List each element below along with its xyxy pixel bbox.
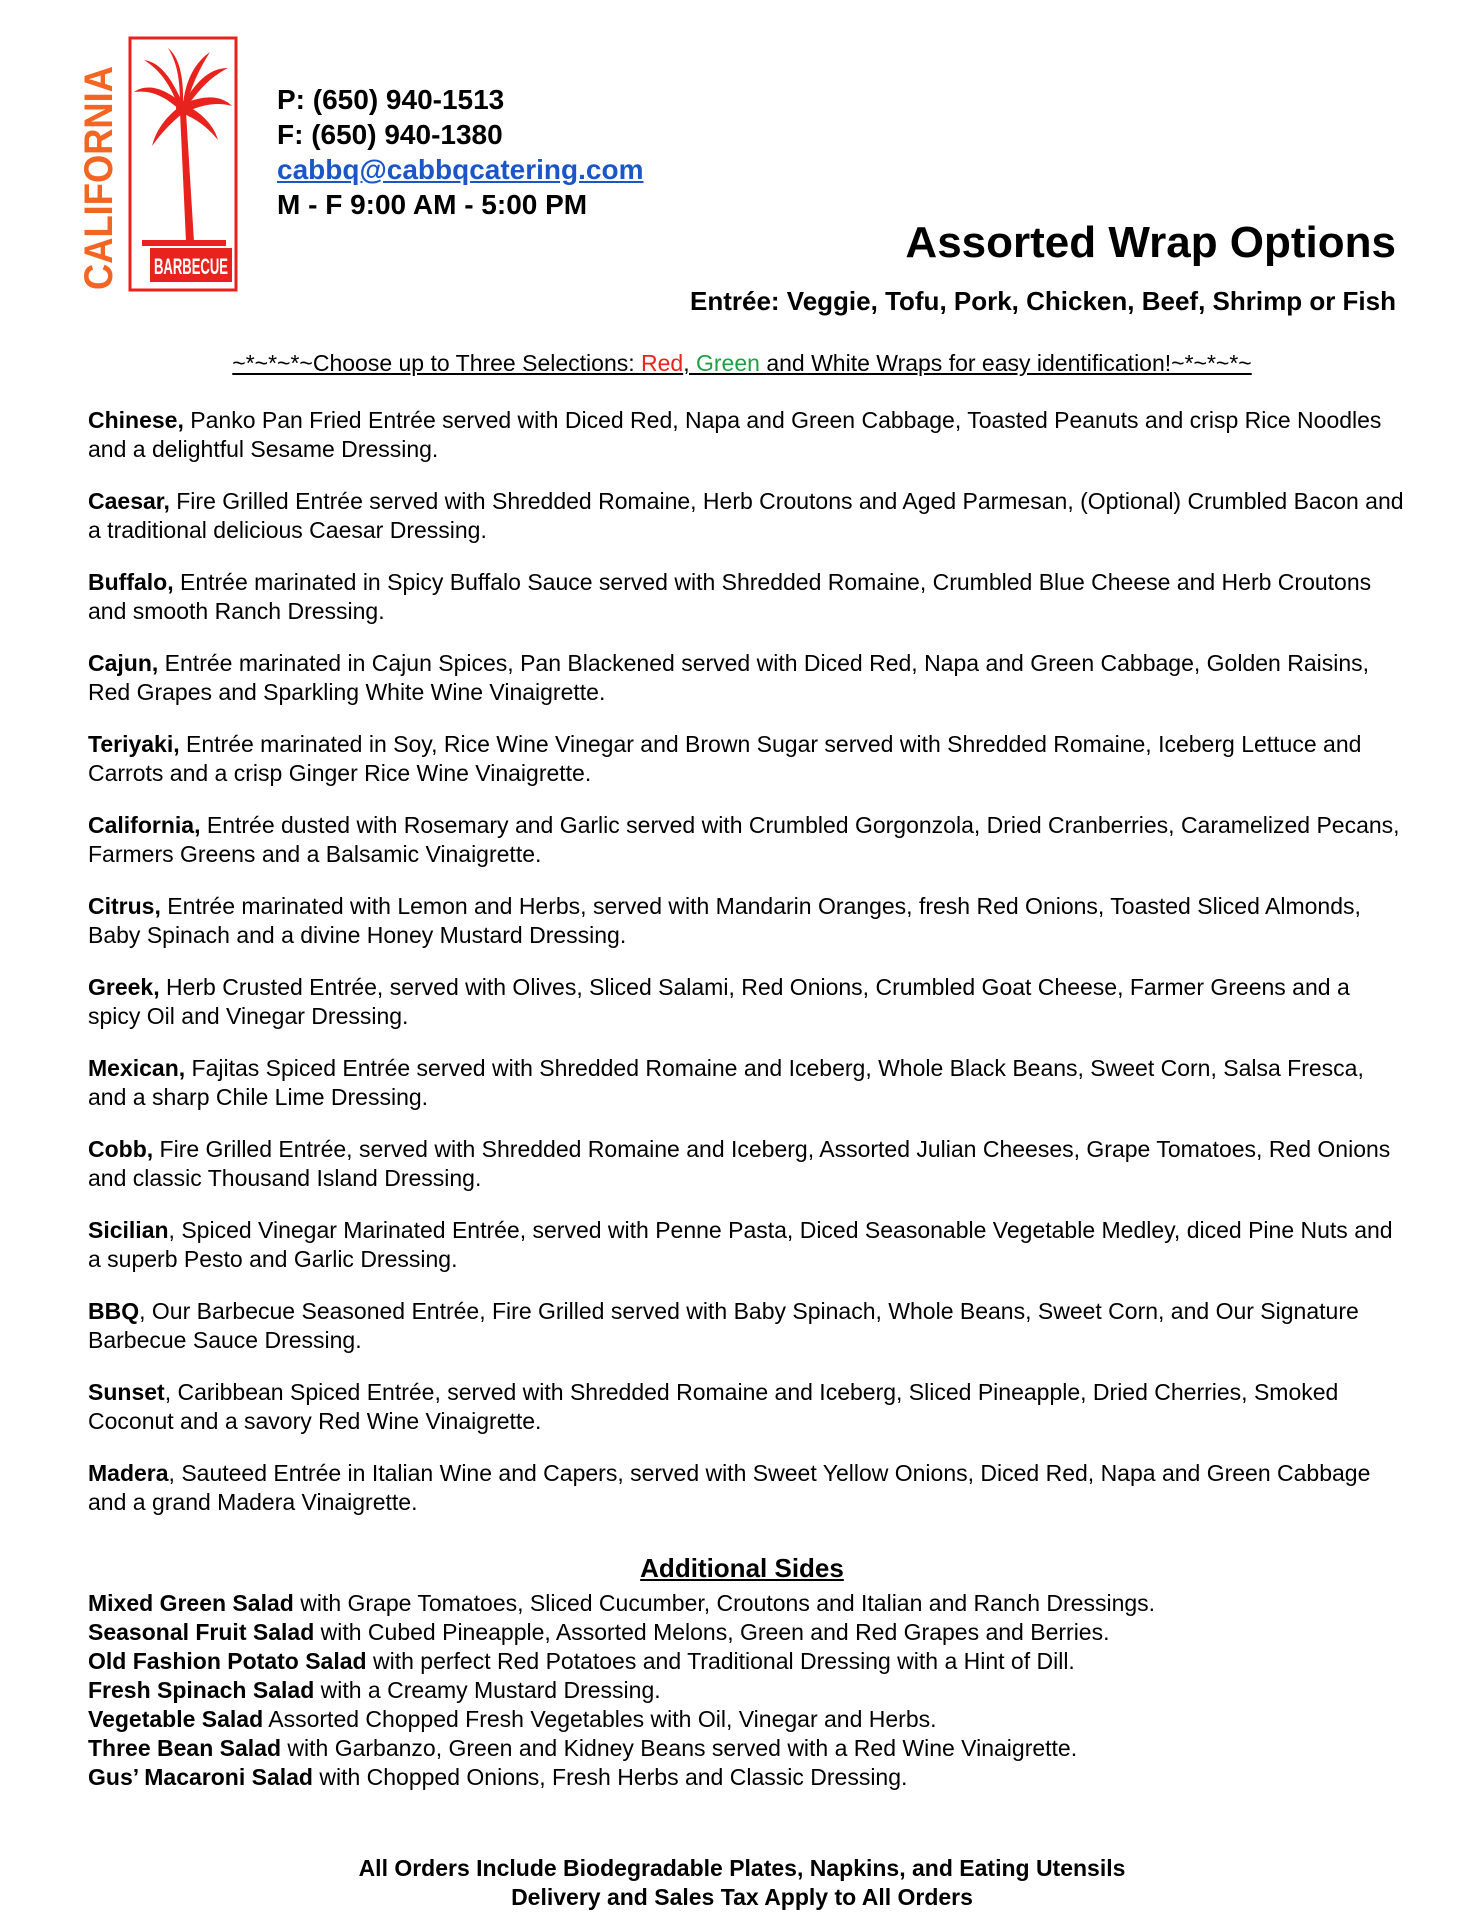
page-title: Assorted Wrap Options (905, 218, 1396, 267)
side-desc: Assorted Chopped Fresh Vegetables with Oil, Vinegar and Herbs. (263, 1706, 937, 1732)
wrap-options-list (88, 406, 1408, 1540)
item-name: Sicilian (88, 1217, 169, 1243)
item-name: California, (88, 812, 201, 838)
side-desc: with perfect Red Potatoes and Traditional Dressing with a Hint of Dill. (366, 1648, 1075, 1674)
item-name: Citrus, (88, 893, 161, 919)
side-name: Vegetable Salad (88, 1706, 264, 1732)
item-name: Greek, (88, 974, 160, 1000)
item-desc: , Caribbean Spiced Entrée, served with Shredded Romaine and Iceberg, Sliced Pineapple, Dried Cherries, Smoked Coconut and a savory Red Wine Vinaigrette. (88, 1379, 1339, 1434)
item-desc: Entrée marinated in Cajun Spices, Pan Blackened served with Diced Red, Napa and Green Cabbage, Golden Raisins, Red Grapes and Sparkling White Wine Vinaigrette. (88, 650, 1370, 705)
additional-sides-heading: Additional Sides (640, 1553, 844, 1583)
item-name: Cajun, (88, 650, 159, 676)
list-item (88, 1297, 1408, 1355)
fax-number: F: (650) 940-1380 (277, 119, 503, 150)
item-name: Cobb, (88, 1136, 154, 1162)
item-desc: Fire Grilled Entrée, served with Shredded Romaine and Iceberg, Assorted Julian Cheeses, Grape Tomatoes, Red Onions and classic Thousand Island Dressing. (88, 1136, 1391, 1191)
sides-list (88, 1589, 1408, 1792)
item-desc: , Sauteed Entrée in Italian Wine and Capers, served with Sweet Yellow Onions, Diced Red, Napa and Green Cabbage and a grand Madera Vinaigrette. (88, 1460, 1371, 1515)
list-item (88, 1647, 1408, 1676)
list-item (88, 973, 1408, 1031)
side-desc: with Chopped Onions, Fresh Herbs and Classic Dressing. (312, 1764, 908, 1790)
choose-separator: , (683, 350, 696, 376)
list-item (88, 811, 1408, 869)
item-name: Buffalo, (88, 569, 174, 595)
side-desc: with a Creamy Mustard Dressing. (314, 1677, 661, 1703)
item-desc: Herb Crusted Entrée, served with Olives, Sliced Salami, Red Onions, Crumbled Goat Cheese, Farmer Greens and a spicy Oil and Vinegar Dressing. (88, 974, 1350, 1029)
side-desc: with Garbanzo, Green and Kidney Beans served with a Red Wine Vinaigrette. (281, 1735, 1078, 1761)
selection-instructions (0, 350, 1484, 377)
list-item (88, 1734, 1408, 1763)
list-item (88, 1763, 1408, 1792)
item-name: Teriyaki, (88, 731, 180, 757)
business-hours: M - F 9:00 AM - 5:00 PM (277, 189, 588, 220)
item-desc: Entrée marinated in Soy, Rice Wine Vinegar and Brown Sugar served with Shredded Romaine, Iceberg Lettuce and Carrots and a crisp Ginger Rice Wine Vinaigrette. (88, 731, 1362, 786)
list-item (88, 1705, 1408, 1734)
list-item (88, 892, 1408, 950)
item-desc: Entrée marinated with Lemon and Herbs, served with Mandarin Oranges, fresh Red Onions, Toasted Sliced Almonds, Baby Spinach and a divine Honey Mustard Dressing. (88, 893, 1361, 948)
choose-prefix: ~*~*~*~Choose up to Three Selections: (232, 350, 642, 376)
item-desc: Fire Grilled Entrée served with Shredded Romaine, Herb Croutons and Aged Parmesan, (Optional) Crumbled Bacon and a traditional delicious Caesar Dressing. (88, 488, 1404, 543)
item-name: BBQ (88, 1298, 140, 1324)
side-name: Fresh Spinach Salad (88, 1677, 315, 1703)
item-desc: Entrée dusted with Rosemary and Garlic served with Crumbled Gorgonzola, Dried Cranberries, Caramelized Pecans, Farmers Greens and a Balsamic Vinaigrette. (88, 812, 1400, 867)
side-desc: with Cubed Pineapple, Assorted Melons, Green and Red Grapes and Berries. (314, 1619, 1110, 1645)
list-item (88, 1589, 1408, 1618)
contact-block (277, 82, 644, 222)
item-name: Chinese, (88, 407, 184, 433)
list-item (88, 1618, 1408, 1647)
side-name: Gus’ Macaroni Salad (88, 1764, 313, 1790)
entree-options: Entrée: Veggie, Tofu, Pork, Chicken, Beef, Shrimp or Fish (690, 286, 1396, 316)
list-item (88, 1676, 1408, 1705)
phone-number: P: (650) 940-1513 (277, 84, 505, 115)
side-name: Mixed Green Salad (88, 1590, 294, 1616)
side-name: Three Bean Salad (88, 1735, 282, 1761)
list-item (88, 568, 1408, 626)
item-desc: , Spiced Vinegar Marinated Entrée, served with Penne Pasta, Diced Seasonable Vegetable Medley, diced Pine Nuts and a superb Pesto and Garlic Dressing. (88, 1217, 1393, 1272)
list-item (88, 1459, 1408, 1517)
item-desc: , Our Barbecue Seasoned Entrée, Fire Grilled served with Baby Spinach, Whole Beans, Sweet Corn, and Our Signature Barbecue Sauce Dressing. (88, 1298, 1359, 1353)
list-item (88, 1216, 1408, 1274)
logo-vertical-text: CALIFORNIA (77, 43, 121, 290)
footer-line-tax: Delivery and Sales Tax Apply to All Orders (511, 1884, 973, 1910)
email-link[interactable]: cabbq@cabbqcatering.com (277, 154, 644, 185)
choose-green-word: Green (696, 350, 767, 376)
choose-red-word: Red (641, 350, 684, 376)
side-name: Seasonal Fruit Salad (88, 1619, 315, 1645)
item-desc: Entrée marinated in Spicy Buffalo Sauce served with Shredded Romaine, Crumbled Blue Cheese and Herb Croutons and smooth Ranch Dressing. (88, 569, 1372, 624)
footer-line-utensils: All Orders Include Biodegradable Plates, Napkins, and Eating Utensils (358, 1855, 1126, 1881)
item-name: Madera (88, 1460, 169, 1486)
list-item (88, 730, 1408, 788)
list-item (88, 1054, 1408, 1112)
list-item (88, 649, 1408, 707)
california-barbecue-logo (77, 34, 240, 294)
item-name: Sunset (88, 1379, 165, 1405)
footer-notes (0, 1854, 1484, 1912)
item-desc: Panko Pan Fried Entrée served with Diced Red, Napa and Green Cabbage, Toasted Peanuts and crisp Rice Noodles and a delightful Sesame Dressing. (88, 407, 1382, 462)
palm-tree-logo-icon (77, 34, 240, 294)
list-item (88, 1378, 1408, 1436)
choose-suffix: and White Wraps for easy identification!~*~*~*~ (766, 350, 1252, 376)
side-desc: with Grape Tomatoes, Sliced Cucumber, Croutons and Italian and Ranch Dressings. (293, 1590, 1156, 1616)
list-item (88, 406, 1408, 464)
item-name: Mexican, (88, 1055, 186, 1081)
item-name: Caesar, (88, 488, 170, 514)
item-desc: Fajitas Spiced Entrée served with Shredded Romaine and Iceberg, Whole Black Beans, Sweet Corn, Salsa Fresca, and a sharp Chile Lime Dressing. (88, 1055, 1364, 1110)
list-item (88, 1135, 1408, 1193)
list-item (88, 487, 1408, 545)
logo-badge-text: BARBECUE (154, 254, 228, 279)
side-name: Old Fashion Potato Salad (88, 1648, 367, 1674)
